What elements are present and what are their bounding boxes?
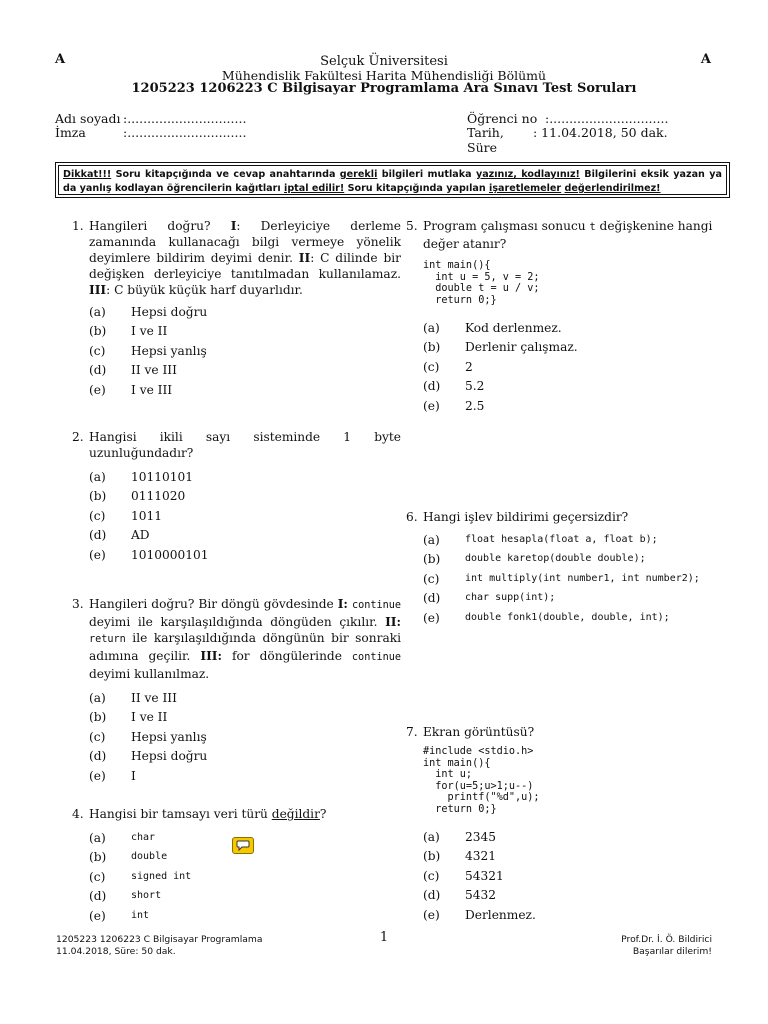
option-b[interactable] [423, 550, 743, 570]
question-2 [72, 429, 401, 565]
option-text: 54321 [465, 868, 504, 883]
option-text: signed int [131, 870, 192, 882]
question-text-part: II: [385, 615, 401, 629]
option-text: 5.2 [465, 379, 485, 394]
option-letter: (a) [423, 829, 440, 844]
option-text: Hepsi yanlış [131, 729, 207, 744]
question-1 [72, 218, 401, 400]
footer-right [621, 934, 712, 958]
question-number: 3. [72, 597, 84, 611]
option-e[interactable] [89, 545, 401, 565]
option-letter: (d) [89, 749, 107, 764]
option-b[interactable] [89, 708, 401, 728]
option-letter: (c) [423, 571, 440, 586]
question-text [423, 509, 743, 525]
footer-author: Prof.Dr. İ. Ö. Bildirici [621, 934, 712, 945]
option-letter: (d) [423, 888, 441, 903]
question-text-part: Hangisi bir tamsayı veri türü [89, 807, 272, 821]
option-text: float hesapla(float a, float b); [465, 533, 658, 545]
option-text: short [131, 890, 162, 902]
question-3 [72, 596, 402, 786]
option-letter: (c) [89, 343, 106, 358]
question-number: 1. [72, 219, 84, 233]
exam-title: 1205223 1206223 C Bilgisayar Programlama Ara Sınavı Test Soruları [131, 81, 637, 96]
question-text-part: III: [200, 649, 222, 663]
option-text: Kod derlenmez. [465, 320, 562, 335]
option-e[interactable] [89, 906, 401, 926]
option-text: II ve III [131, 363, 177, 378]
question-text [423, 724, 735, 740]
code-keyword: t [589, 222, 596, 233]
option-text: Hepsi doğru [131, 749, 208, 764]
option-e[interactable] [89, 380, 401, 400]
date-value: : 11.04.2018, 50 dak. [533, 125, 668, 140]
option-a[interactable] [423, 530, 743, 550]
option-letter: (e) [423, 398, 440, 413]
option-a[interactable] [89, 467, 401, 487]
notice-text: değerlendirilmez! [564, 183, 661, 194]
name-value: :.............................. [123, 111, 247, 126]
code-block: #include <stdio.h> int main(){ int u; for(u=5;u>1;u--) printf("%d",u); return 0;} [423, 746, 540, 815]
university-name: Selçuk Üniversitesi [320, 54, 448, 69]
option-text: Derlenir çalışmaz. [465, 340, 578, 355]
name-field [55, 111, 246, 126]
option-c[interactable] [89, 506, 401, 526]
notice-text: işaretlemeler [489, 183, 562, 194]
question-text-part: III [89, 283, 107, 297]
question-text-part: deyimi ile karşılaşıldığında döngüden çıkılır. [89, 615, 386, 629]
option-d[interactable] [423, 589, 743, 609]
option-text: double karetop(double double); [465, 553, 646, 565]
option-text: int [131, 909, 150, 921]
option-e[interactable] [423, 396, 735, 416]
option-d[interactable] [89, 361, 401, 381]
option-b[interactable] [89, 322, 401, 342]
footer-date: 11.04.2018, Süre: 50 dak. [56, 946, 176, 957]
option-c[interactable] [423, 569, 743, 589]
option-c[interactable] [89, 727, 401, 747]
name-label: Adı soyadı [55, 111, 121, 126]
question-text-part: ? [319, 807, 327, 821]
option-c[interactable] [89, 867, 401, 887]
option-b[interactable] [423, 847, 735, 867]
question-text-part: Ekran görüntüsü? [423, 725, 535, 739]
option-text: char [131, 831, 156, 843]
option-letter: (c) [89, 729, 106, 744]
option-b[interactable] [423, 338, 735, 358]
question-text-part: : Derleyiciye derleme zamanında kullanacağı bilgi vermeye yönelik deyimlere bildirim deyimi denir. [89, 219, 401, 265]
option-text: Hepsi doğru [131, 304, 208, 319]
question-text-part: I [230, 219, 237, 233]
option-text: 5432 [465, 888, 497, 903]
question-number: 5. [406, 219, 418, 233]
question-5 [406, 218, 735, 416]
question-text-part: değişkenine hangi değer atanır? [423, 219, 713, 251]
option-letter: (a) [89, 304, 106, 319]
option-text: double fonk1(double, double, int); [465, 611, 670, 623]
option-text: 0111020 [131, 489, 186, 504]
option-letter: (d) [89, 528, 107, 543]
question-text-part: for döngülerinde [221, 649, 352, 663]
option-letter: (e) [89, 547, 106, 562]
code-block: int main(){ int u = 5, v = 2; double t = u / v; return 0;} [423, 260, 540, 306]
option-letter: (c) [89, 869, 106, 884]
option-e[interactable] [423, 905, 735, 925]
option-letter: (a) [89, 690, 106, 705]
speech-bubble-icon[interactable] [232, 837, 254, 854]
option-e[interactable] [89, 766, 401, 786]
option-text: 10110101 [131, 469, 194, 484]
option-letter: (b) [89, 324, 107, 339]
signature-label: İmza [55, 125, 86, 140]
page-number: 1 [379, 930, 389, 945]
notice-attention: Dikkat!!! [63, 169, 112, 180]
question-text-part: II [298, 251, 311, 265]
notice-text: iptal edilir! [284, 183, 345, 194]
option-letter: (b) [423, 849, 441, 864]
option-b[interactable] [89, 487, 401, 507]
question-text-part: : C büyük küçük harf duyarlıdır. [106, 283, 303, 297]
question-text-part: Program çalışması sonucu [423, 219, 590, 233]
question-text-part: Hangileri doğru? [89, 219, 231, 233]
question-text-part: Hangisi ikili sayı sisteminde 1 byte uzunluğundadır? [89, 430, 401, 460]
warning-notice [55, 162, 730, 198]
notice-text: yazınız, kodlayınız! [475, 169, 580, 180]
notice-text: Soru kitapçığında ve cevap anahtarında [111, 169, 340, 180]
student-no-field [467, 111, 668, 126]
option-letter: (c) [89, 508, 106, 523]
question-text-part: Hangileri doğru? Bir döngü gövdesinde [89, 597, 338, 611]
signature-value: :.............................. [123, 125, 247, 140]
question-text-part: Hangi işlev bildirimi geçersizdir? [423, 510, 629, 524]
option-letter: (d) [89, 889, 107, 904]
option-c[interactable] [89, 341, 401, 361]
faculty-name: Mühendislik Fakültesi Harita Mühendisliği Bölümü [221, 68, 547, 83]
option-letter: (c) [423, 868, 440, 883]
student-no-label: Öğrenci no [467, 111, 538, 126]
option-letter: (a) [89, 830, 106, 845]
question-text-part: ile karşılaşıldığında döngünün bir sonraki adımına geçilir. [89, 631, 401, 663]
footer-wishes: Başarılar dilerim! [632, 946, 712, 957]
notice-text: Soru kitapçığında yapılan [344, 183, 490, 194]
option-e[interactable] [423, 608, 743, 628]
option-text: int multiply(int number1, int number2); [465, 572, 700, 584]
option-text: 1011 [131, 508, 163, 523]
code-keyword: continue [351, 652, 401, 663]
question-text [89, 218, 401, 298]
option-text: 2345 [465, 829, 497, 844]
question-number: 2. [72, 430, 84, 444]
option-letter: (e) [423, 610, 440, 625]
option-a[interactable] [423, 318, 735, 338]
option-letter: (d) [423, 591, 441, 606]
option-text: 4321 [465, 849, 497, 864]
option-letter: (b) [89, 489, 107, 504]
option-text: char supp(int); [465, 592, 556, 604]
code-keyword: return [89, 634, 126, 645]
date-label: Tarih, Süre [467, 125, 504, 155]
option-a[interactable] [423, 827, 735, 847]
question-text [89, 429, 401, 461]
date-field [467, 125, 668, 155]
student-no-value: :.............................. [545, 111, 669, 126]
option-letter: (d) [89, 363, 107, 378]
question-6 [406, 509, 743, 628]
question-number: 6. [406, 510, 418, 524]
option-text: I ve II [131, 710, 168, 725]
option-letter: (a) [89, 469, 106, 484]
notice-text: Bilgilerini eksik yazan ya da yanlış kodlayan öğrencilerin kağıtları [63, 169, 722, 194]
option-text: double [131, 851, 168, 863]
option-letter: (b) [423, 340, 441, 355]
option-d[interactable] [89, 747, 401, 767]
option-text: 2 [465, 359, 473, 374]
option-text: II ve III [131, 690, 177, 705]
option-letter: (b) [89, 850, 107, 865]
option-d[interactable] [423, 886, 735, 906]
option-letter: (a) [423, 532, 440, 547]
notice-text: gerekli [339, 169, 378, 180]
code-keyword: continue [351, 600, 402, 611]
option-letter: (e) [89, 908, 106, 923]
option-text: AD [131, 528, 150, 543]
form-letter-left: A [55, 52, 66, 67]
option-d[interactable] [89, 887, 401, 907]
form-letter-right: A [700, 52, 711, 67]
option-letter: (d) [423, 379, 441, 394]
question-number: 4. [72, 807, 84, 821]
question-4 [72, 806, 401, 926]
option-c[interactable] [423, 357, 735, 377]
option-text: I ve II [131, 324, 168, 339]
option-letter: (b) [423, 552, 441, 567]
option-text: Derlenmez. [465, 907, 536, 922]
option-d[interactable] [89, 526, 401, 546]
option-letter: (c) [423, 359, 440, 374]
option-text: 2.5 [465, 398, 485, 413]
option-letter: (e) [89, 768, 106, 783]
option-letter: (e) [89, 382, 106, 397]
question-text-part: değildir [271, 807, 320, 821]
option-c[interactable] [423, 866, 735, 886]
question-text-part: : C dilinde bir değişken derleyiciye tanıtılmadan kullanılamaz. [89, 251, 401, 281]
signature-field [55, 125, 246, 140]
question-text [423, 218, 735, 252]
option-text: 1010000101 [131, 547, 209, 562]
question-text-part: I: [337, 597, 348, 611]
footer-course: 1205223 1206223 C Bilgisayar Programlama [56, 934, 263, 945]
option-a[interactable] [89, 302, 401, 322]
option-text: I [131, 768, 136, 783]
option-letter: (e) [423, 907, 440, 922]
option-letter: (a) [423, 320, 440, 335]
question-text-part: deyimi kullanılmaz. [89, 667, 210, 681]
option-text: Hepsi yanlış [131, 343, 207, 358]
notice-text: bilgileri mutlaka [377, 169, 476, 180]
question-text [89, 806, 401, 822]
question-7 [406, 724, 735, 925]
option-a[interactable] [89, 688, 401, 708]
option-letter: (b) [89, 710, 107, 725]
question-number: 7. [406, 725, 418, 739]
option-d[interactable] [423, 377, 735, 397]
question-text [89, 596, 401, 682]
option-text: I ve III [131, 382, 173, 397]
